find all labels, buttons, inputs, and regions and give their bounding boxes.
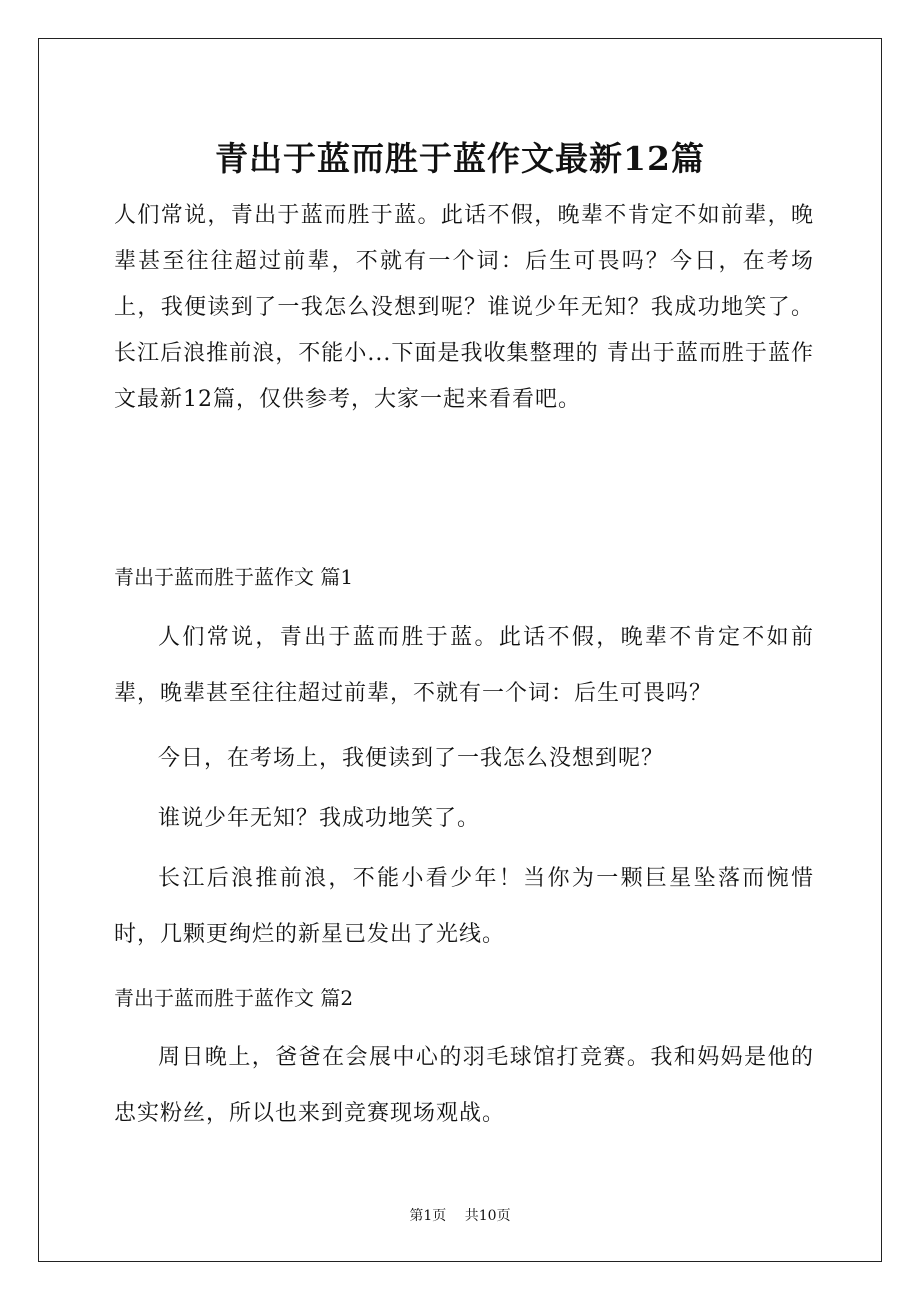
section-heading-2: 青出于蓝而胜于蓝作文 篇2 [114,986,354,1010]
page-total: 共10页 [464,1208,511,1224]
page-number: 第1页 [409,1208,447,1224]
document-title: 青出于蓝而胜于蓝作文最新12篇 [215,139,705,179]
section-heading-1: 青出于蓝而胜于蓝作文 篇1 [114,565,354,589]
section-1-paragraph-2: 今日，在考场上，我便读到了一我怎么没想到呢？ [158,746,665,771]
page-footer [0,1206,920,1226]
intro-paragraph: 人们常说，青出于蓝而胜于蓝。此话不假，晚辈不肯定不如前辈，晚辈甚至往往超过前辈，不就有一个词：后生可畏吗？今日，在考场上，我便读到了一我怎么没想到呢？谁说少年无知？我成功地笑了。长江后浪推前浪，不能小...下面是我收集整理的 青出于蓝而胜于蓝作文最新12篇，仅供参考，大家一起来看看吧。 [114,203,814,412]
section-1-paragraph-1: 人们常说，青出于蓝而胜于蓝。此话不假，晚辈不肯定不如前辈，晚辈甚至往往超过前辈，不就有一个词：后生可畏吗？ [114,625,814,706]
section-1-paragraph-4: 长江后浪推前浪，不能小看少年！当你为一颗巨星坠落而惋惜时，几颗更绚烂的新星已发出了光线。 [114,866,814,947]
section-2-paragraph-1: 周日晚上，爸爸在会展中心的羽毛球馆打竞赛。我和妈妈是他的忠实粉丝，所以也来到竞赛现场观战。 [114,1045,814,1126]
section-1-paragraph-3: 谁说少年无知？我成功地笑了。 [158,806,481,831]
